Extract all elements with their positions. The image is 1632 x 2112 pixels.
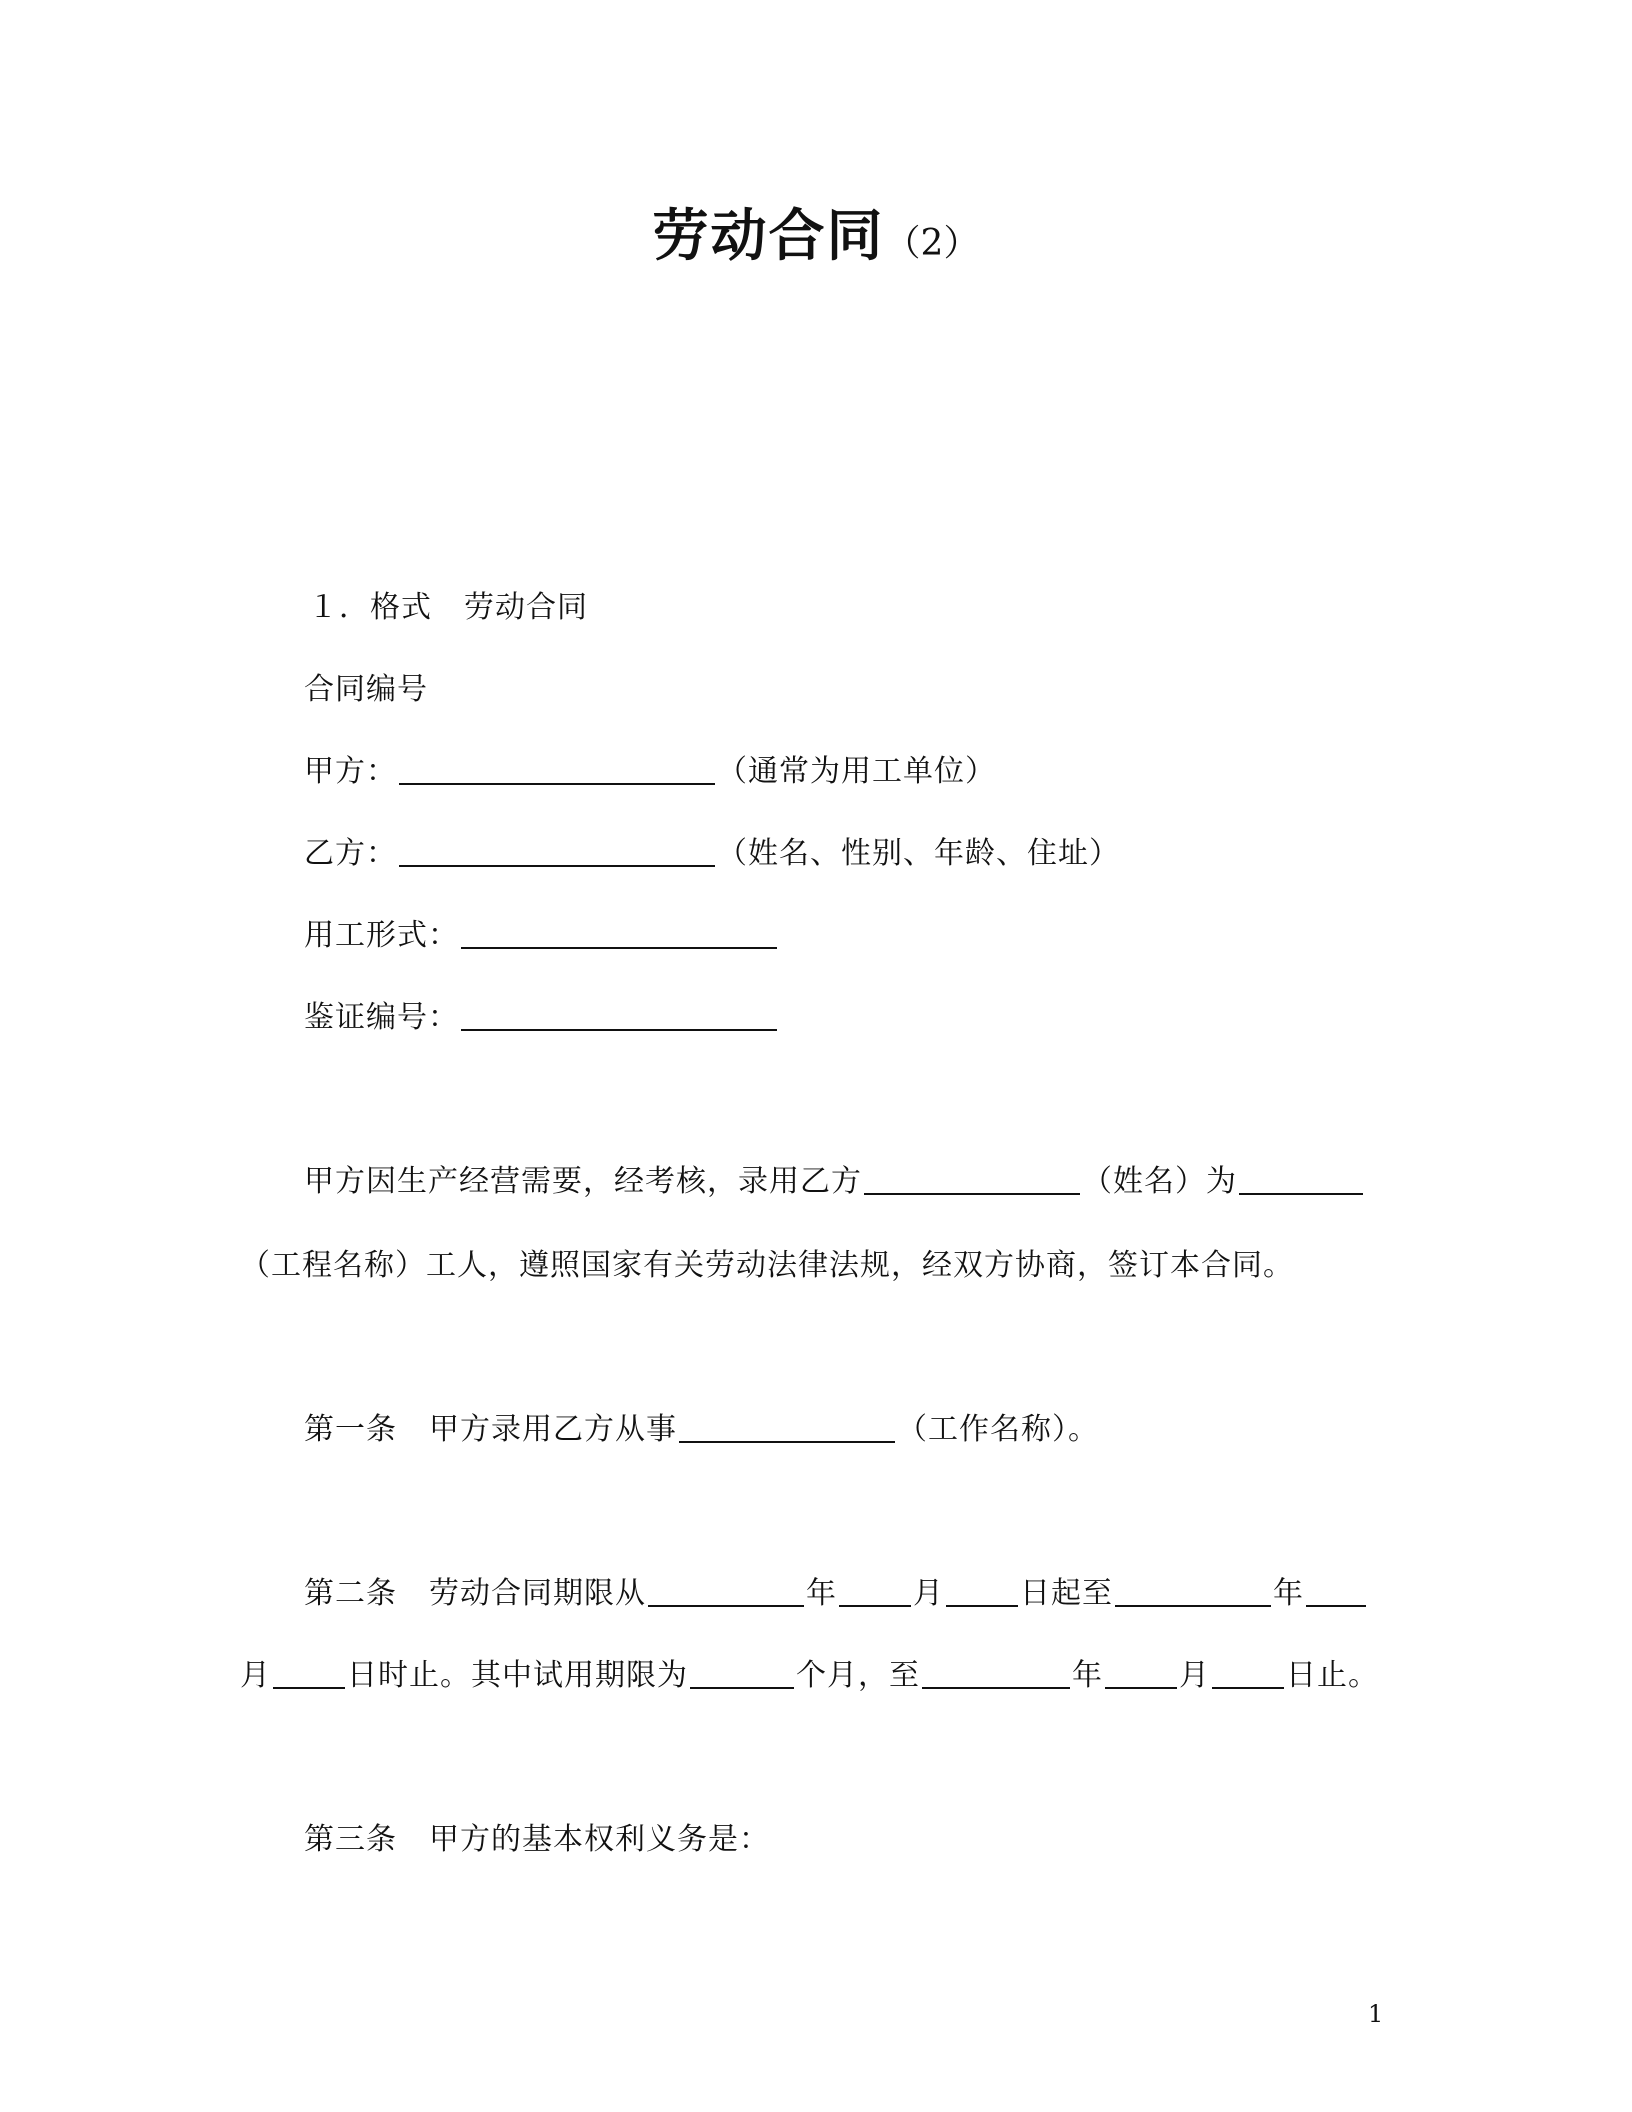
verification-number-line	[304, 998, 779, 1038]
article-1-note: （工作名称）。	[897, 1412, 1099, 1447]
probation-end-month-blank[interactable]	[1105, 1657, 1177, 1689]
party-a-line	[304, 752, 996, 792]
article-1-text: 甲方录用乙方从事	[429, 1412, 677, 1447]
employment-form-label: 用工形式：	[304, 918, 459, 953]
format-line	[308, 588, 588, 628]
preamble-line-2	[240, 1246, 1294, 1286]
year-label: 年	[1072, 1658, 1103, 1693]
job-title-blank[interactable]	[679, 1411, 895, 1443]
party-b-line	[304, 834, 1120, 874]
preamble-name-blank[interactable]	[864, 1163, 1080, 1195]
start-month-blank[interactable]	[839, 1575, 911, 1607]
article-1	[304, 1410, 1099, 1450]
day-until-label: 日时止。其中试用期限为	[347, 1658, 688, 1693]
month-label: 月	[240, 1658, 271, 1693]
article-3-text: 甲方的基本权利义务是：	[429, 1822, 770, 1857]
contract-number-line	[304, 670, 428, 710]
start-year-blank[interactable]	[648, 1575, 804, 1607]
end-month-blank[interactable]	[1306, 1575, 1366, 1607]
end-day-blank[interactable]	[273, 1657, 345, 1689]
month-label: 月	[1179, 1658, 1210, 1693]
format-label: １．格式	[308, 590, 432, 625]
preamble-name-note: （姓名）为	[1082, 1164, 1237, 1199]
end-year-blank[interactable]	[1115, 1575, 1271, 1607]
preamble-text-continued: （工程名称）工人，遵照国家有关劳动法律法规，经双方协商，签订本合同。	[240, 1248, 1294, 1283]
verification-number-blank[interactable]	[461, 999, 777, 1031]
probation-months-blank[interactable]	[690, 1657, 794, 1689]
format-value: 劳动合同	[464, 590, 588, 625]
document-title	[0, 192, 1632, 272]
preamble-line-1	[304, 1162, 1365, 1202]
probation-end-year-blank[interactable]	[922, 1657, 1070, 1689]
preamble-text: 甲方因生产经营需要，经考核，录用乙方	[304, 1164, 862, 1199]
party-a-note: （通常为用工单位）	[717, 754, 996, 789]
article-2-line-2	[240, 1656, 1379, 1696]
probation-end-day-blank[interactable]	[1212, 1657, 1284, 1689]
article-3-label: 第三条	[304, 1822, 397, 1857]
preamble-project-blank[interactable]	[1239, 1163, 1363, 1195]
employment-form-line	[304, 916, 779, 956]
article-3	[304, 1820, 770, 1860]
month-label: 月	[913, 1576, 944, 1611]
year-label: 年	[1273, 1576, 1304, 1611]
article-2-label: 第二条	[304, 1576, 397, 1611]
party-a-label: 甲方：	[304, 754, 397, 789]
title-subtitle: （2）	[884, 223, 980, 264]
day-from-label: 日起至	[1020, 1576, 1113, 1611]
verification-number-label: 鉴证编号：	[304, 1000, 459, 1035]
party-b-note: （姓名、性别、年龄、住址）	[717, 836, 1120, 871]
party-a-blank[interactable]	[399, 753, 715, 785]
day-end-label: 日止。	[1286, 1658, 1379, 1693]
title-main: 劳动合同	[652, 204, 885, 269]
article-2-text-from: 劳动合同期限从	[429, 1576, 646, 1611]
article-2-line-1	[304, 1574, 1368, 1614]
start-day-blank[interactable]	[946, 1575, 1018, 1607]
article-1-label: 第一条	[304, 1412, 397, 1447]
employment-form-blank[interactable]	[461, 917, 777, 949]
contract-number-label: 合同编号	[304, 672, 428, 707]
year-label: 年	[806, 1576, 837, 1611]
party-b-blank[interactable]	[399, 835, 715, 867]
party-b-label: 乙方：	[304, 836, 397, 871]
page-number: 1	[1368, 2000, 1384, 2028]
months-to-label: 个月，至	[796, 1658, 920, 1693]
